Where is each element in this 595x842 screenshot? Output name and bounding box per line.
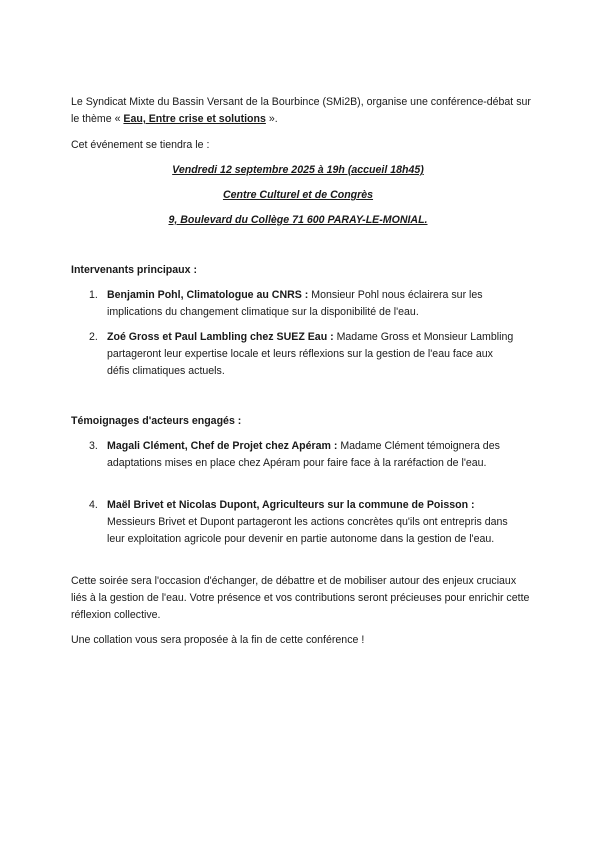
list-number: 3. — [89, 440, 98, 452]
speakers-heading: Intervenants principaux : — [71, 264, 197, 276]
list-number: 1. — [89, 289, 98, 301]
speaker-name: Zoé Gross et Paul Lambling chez SUEZ Eau : — [107, 331, 334, 343]
event-venue: Centre Culturel et de Congrès — [222, 189, 374, 201]
intro-text-after: ». — [265, 113, 278, 125]
closing-paragraph: Cette soirée sera l'occasion d'échanger, de débattre et de mobiliser autour des enjeux cruciaux liés à la gestion de l'eau. Votre présence et vos contributions seront précieuses pour enrichir cette réflexion collective. — [71, 575, 530, 621]
event-date: Vendredi 12 septembre 2025 à 19h (accueil 18h45) — [172, 164, 424, 176]
speaker-name: Benjamin Pohl, Climatologue au CNRS : — [107, 289, 309, 301]
intro-paragraph — [71, 94, 531, 128]
speaker-text: Madame Gross et Monsieur Lambling partageront leur expertise locale et leurs réflexions sur la gestion de l'eau face aux défis climatiques actuels. — [107, 331, 514, 377]
list-body — [107, 329, 517, 380]
speaker-text: Monsieur Pohl nous éclairera sur les implications du changement climatique sur la disponibilité de l'eau. — [107, 289, 483, 318]
list-body — [107, 287, 517, 321]
intro-text-before: Le Syndicat Mixte du Bassin Versant de la Bourbince (SMi2B), organise une conférence-débat sur le thème « — [71, 96, 531, 125]
list-body — [107, 497, 517, 548]
intro-theme: Eau, Entre crise et solutions — [123, 113, 266, 125]
event-address: 9, Boulevard du Collège 71 600 PARAY-LE-MONIAL. — [168, 214, 428, 226]
testimony-text: Messieurs Brivet et Dupont partageront les actions concrètes qu'ils ont entrepris dans leur exploitation agricole pour devenir en partie autonome dans la gestion de l'eau. — [107, 516, 508, 545]
testimony-text: Madame Clément témoignera des adaptations mises en place chez Apéram pour faire face à la raréfaction de l'eau. — [107, 440, 500, 469]
list-number: 2. — [89, 331, 98, 343]
testimonies-heading: Témoignages d'acteurs engagés : — [71, 415, 242, 427]
testimony-name: Magali Clément, Chef de Projet chez Apéram : — [107, 440, 338, 452]
testimony-name: Maël Brivet et Nicolas Dupont, Agriculteurs sur la commune de Poisson : — [107, 499, 475, 511]
event-intro: Cet événement se tiendra le : — [71, 139, 210, 151]
list-number: 4. — [89, 499, 98, 511]
list-body — [107, 438, 517, 472]
collation-paragraph: Une collation vous sera proposée à la fin de cette conférence ! — [71, 634, 365, 646]
